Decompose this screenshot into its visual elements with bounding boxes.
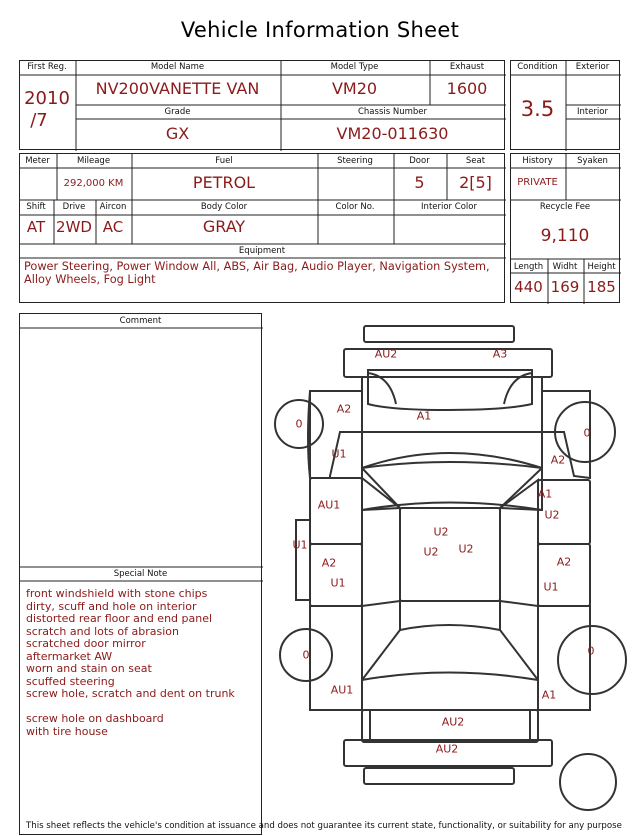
height-value: 185 [587,278,616,296]
fuel-value: PETROL [192,173,256,192]
damage-rear-right-door-top: A2 [556,555,572,569]
grade-label: Grade [164,107,191,117]
door-value: 5 [414,173,425,192]
special-note-item: with tire house [26,724,108,738]
height-label: Height [587,262,616,272]
first-reg-month: /7 [30,110,48,131]
comment-label: Comment [119,316,162,326]
first-reg-year: 2010 [24,88,70,109]
length-value: 440 [514,278,543,296]
damage-front-right-fender: A2 [550,453,566,467]
aircon-label: Aircon [99,202,127,212]
width-value: 169 [550,278,580,296]
condition-label: Condition [517,62,558,72]
damage-roof-right: U2 [458,542,474,556]
steering-label: Steering [337,156,373,166]
damage-trunk: AU2 [441,715,465,729]
mileage-value: 292,000 KM [63,178,124,189]
special-note-item: front windshield with stone chips [26,587,208,600]
interior-color-label: Interior Color [421,202,477,212]
model-name-label: Model Name [150,62,205,72]
exhaust-value: 1600 [446,79,488,98]
chassis-number-value: VM20-011630 [336,124,449,143]
damage-left-pillar: U1 [292,538,308,552]
disclaimer-footer: This sheet reflects the vehicle's condition at issuance and does not guarantee its current state, functionality, or suitability for any purpose [26,821,622,831]
special-note-item: worn and stain on seat [26,662,152,675]
length-label: Length [513,262,544,272]
shift-value: AT [26,218,46,236]
drive-value: 2WD [56,218,92,236]
mileage-label: Mileage [76,156,111,166]
tire-rear-left-value: 0 [302,648,310,662]
body-color-label: Body Color [200,202,248,212]
color-no-label: Color No. [335,202,375,212]
damage-roof-top: U2 [433,525,449,539]
first-reg-label: First Reg. [27,62,67,72]
damage-front-right-door-top: A1 [537,487,553,501]
special-note-item: aftermarket AW [26,649,113,663]
damage-rear-left-door-top: A2 [321,556,337,570]
drive-label: Drive [62,202,86,212]
damage-front-bumper-right: A3 [492,347,508,361]
chassis-number-label: Chassis Number [357,107,428,117]
meter-label: Meter [25,156,50,166]
exhaust-label: Exhaust [449,62,485,72]
model-name-value: NV200VANETTE VAN [95,79,260,98]
aircon-value: AC [102,218,124,236]
damage-hood: A1 [416,409,432,423]
tire-front-left-value: 0 [295,417,303,431]
model-type-label: Model Type [330,62,379,72]
special-note-item: scratch and lots of abrasion [26,624,179,638]
damage-roof-left: U2 [423,545,439,559]
damage-rear-right-door-bottom: U1 [543,580,559,594]
special-note-item: screw hole, scratch and dent on trunk [26,687,235,700]
door-label: Door [409,156,430,166]
damage-rear-right-quarter: A1 [541,688,557,702]
damage-front-right-door-bottom: U2 [544,508,560,522]
syaken-label: Syaken [577,156,608,166]
special-note-list [26,588,258,738]
special-note-item: dirty, scuff and hole on interior [26,599,197,613]
damage-rear-left-quarter: AU1 [330,683,354,697]
fuel-label: Fuel [215,156,233,166]
special-note-label: Special Note [113,569,168,579]
grade-value: GX [165,124,190,143]
body-color-value: GRAY [202,217,246,236]
special-note-item: screw hole on dashboard [26,712,164,725]
damage-rear-bumper: AU2 [435,742,459,756]
special-note-item: distorted rear floor and end panel [26,612,213,625]
recycle-fee-value: 9,110 [540,226,590,246]
recycle-fee-label: Recycle Fee [539,202,591,212]
sheet-title: Vehicle Information Sheet [180,18,460,42]
model-type-value: VM20 [331,79,378,98]
equipment-label: Equipment [238,246,286,256]
tire-rear-right-value: 0 [587,644,595,658]
special-note-item: scuffed steering [26,674,115,688]
damage-front-left-fender-bottom: U1 [331,447,347,461]
exterior-label: Exterior [575,62,610,72]
special-note-item: scratched door mirror [26,637,146,650]
width-label: Widht [552,262,578,272]
damage-front-left-door: AU1 [317,498,341,512]
seat-value: 2[5] [459,173,492,192]
damage-front-bumper-left: AU2 [374,347,398,361]
shift-label: Shift [26,202,46,212]
condition-value: 3.5 [520,97,555,121]
seat-label: Seat [465,156,486,166]
equipment-value: Power Steering, Power Window All, ABS, Air Bag, Audio Player, Navigation System, Alloy Wheels, Fog Light [24,260,490,286]
damage-rear-left-door-bottom: U1 [330,576,346,590]
damage-front-left-fender-top: A2 [336,402,352,416]
history-value: PRIVATE [517,177,558,188]
tire-front-right-value: 0 [583,426,591,440]
history-label: History [522,156,553,166]
interior-label: Interior [576,107,608,117]
